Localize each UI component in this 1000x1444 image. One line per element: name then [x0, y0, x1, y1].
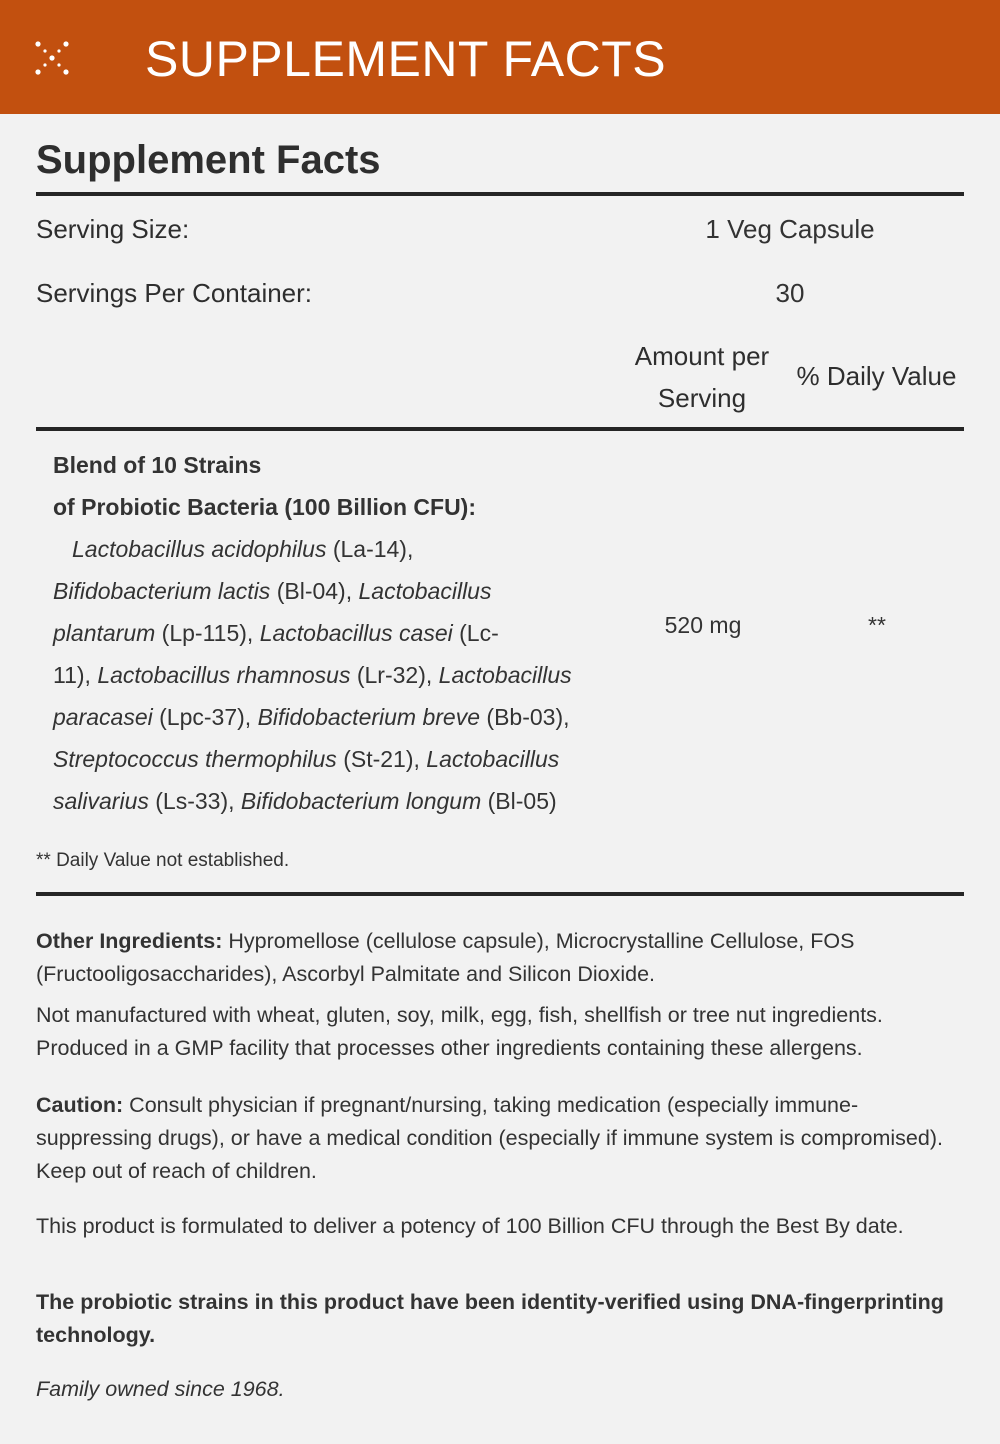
- other-ingredients-text: Hypromellose (cellulose capsule), Microcrystalline Cellulose, FOS (Fructooligosaccharides), Ascorbyl Palmitate and Silicon Dioxide.: [36, 929, 855, 986]
- divider: [36, 892, 964, 896]
- strain-line: Streptococcus thermophilus (St-21), Lactobacillus: [53, 746, 560, 772]
- potency-statement: This product is formulated to deliver a potency of 100 Billion CFU through the Best By date.: [36, 1214, 904, 1238]
- dna-verification-statement: The probiotic strains in this product have been identity-verified using DNA-fingerprinting technology.: [36, 1290, 944, 1347]
- family-owned-statement: Family owned since 1968.: [36, 1377, 285, 1401]
- blend-title-line2: of Probiotic Bacteria (100 Billion CFU):: [53, 494, 476, 520]
- blend-amount: 520 mg: [664, 612, 742, 638]
- other-ingredients: [36, 925, 964, 991]
- servings-per-container-value: 30: [775, 278, 805, 308]
- probiotic-blend: [53, 444, 633, 822]
- blend-title-line1: Blend of 10 Strains: [53, 452, 262, 478]
- servings-per-container-label: Servings Per Container:: [36, 278, 313, 308]
- amount-per-serving-header: [616, 335, 788, 419]
- allergen-statement: Not manufactured with wheat, gluten, soy, milk, egg, fish, shellfish or tree nut ingredients. Produced in a GMP facility that processes other ingredients containing these allergens.: [36, 1003, 883, 1060]
- header-title: SUPPLEMENT FACTS: [145, 31, 667, 87]
- divider: [36, 427, 964, 431]
- caution-statement: [36, 1089, 964, 1188]
- caution-text: Consult physician if pregnant/nursing, taking medication (especially immune-suppressing drugs), or have a medical condition (especially if immune system is compromised). Keep out of reach of children.: [36, 1093, 943, 1183]
- other-ingredients-label: Other Ingredients:: [36, 929, 223, 953]
- strain-line: Bifidobacterium lactis (Bl-04), Lactobacillus: [53, 578, 492, 604]
- serving-size-label: Serving Size:: [36, 214, 190, 244]
- daily-value-footnote: ** Daily Value not established.: [36, 850, 290, 871]
- blend-daily-value: **: [868, 612, 886, 638]
- sparkle-dots-icon: [34, 40, 70, 76]
- strain-line: paracasei (Lpc-37), Bifidobacterium breve (Bb-03),: [53, 704, 570, 730]
- facts-title: Supplement Facts: [36, 138, 381, 182]
- strain-line: plantarum (Lp-115), Lactobacillus casei (Lc-: [53, 620, 499, 646]
- daily-value-header: % Daily Value: [796, 361, 957, 391]
- strain-line: salivarius (Ls-33), Bifidobacterium longum (Bl-05): [53, 788, 557, 814]
- serving-size-value: 1 Veg Capsule: [705, 214, 875, 244]
- strain-line: 11), Lactobacillus rhamnosus (Lr-32), Lactobacillus: [53, 662, 572, 688]
- divider: [36, 192, 964, 196]
- header-bar: [0, 0, 1000, 114]
- amount-header-line1: Amount per: [634, 341, 770, 371]
- caution-label: Caution:: [36, 1093, 124, 1117]
- amount-header-line2: Serving: [657, 383, 747, 413]
- strain-line: Lactobacillus acidophilus (La-14),: [72, 536, 414, 562]
